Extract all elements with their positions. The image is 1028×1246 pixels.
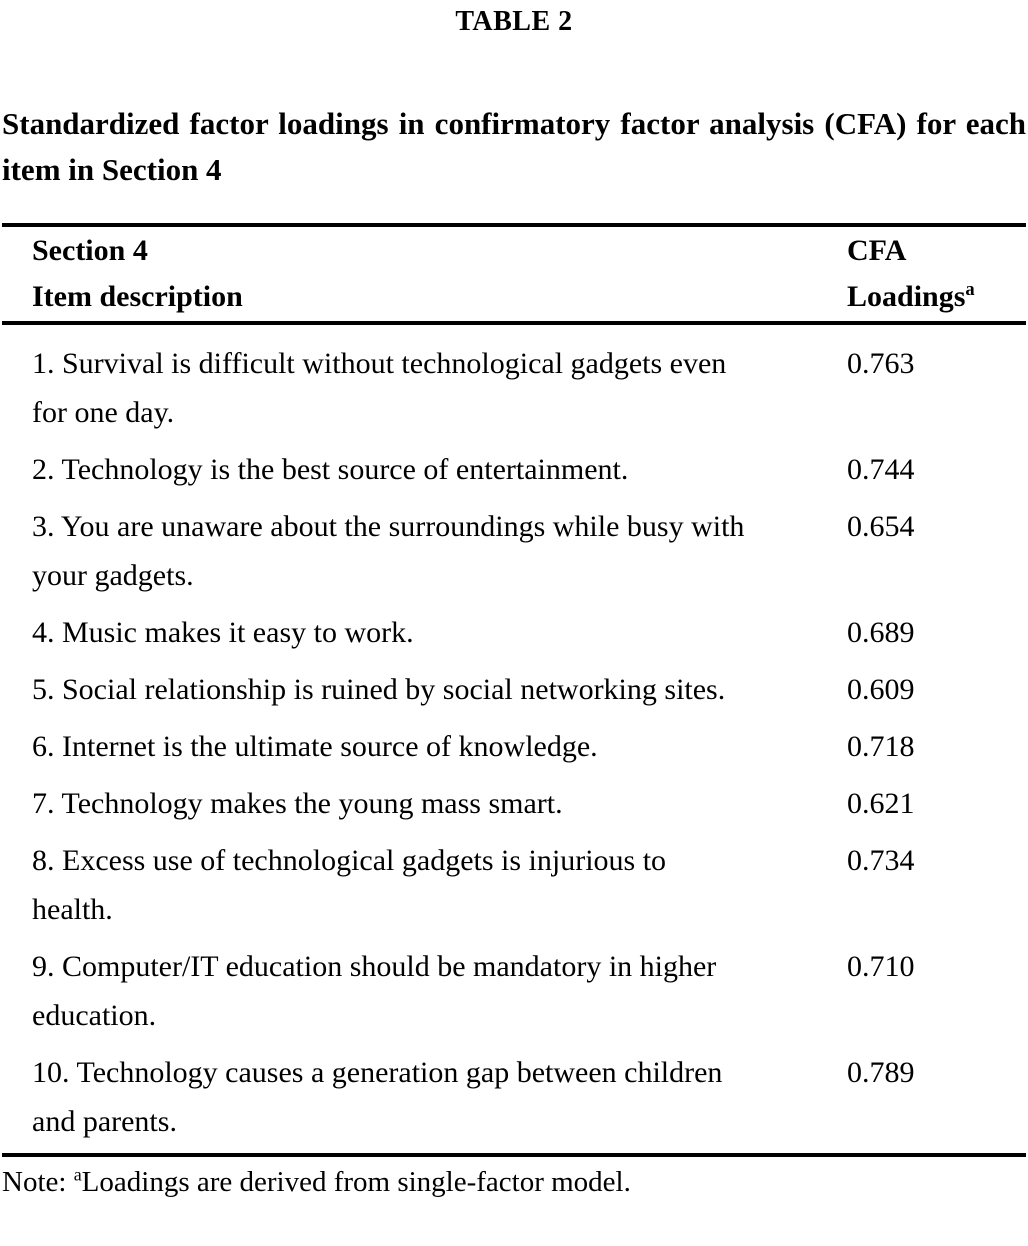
table-body [2,323,1026,1155]
table-row [2,775,1026,832]
item-cell: 9. Computer/IT education should be mandatory in higher education. [32,950,717,1032]
item-cell: 3. You are unaware about the surroundings while busy with your gadgets. [32,510,745,592]
item-header-line1: Section 4 [32,234,148,267]
footnote-label: Note: [2,1166,67,1198]
table-row [2,1044,1026,1155]
table-header-row [2,225,1026,323]
loadings-header-line1: CFA [847,234,907,267]
loading-cell: 0.689 [847,616,915,649]
loadings-column-header [784,225,1026,323]
loadings-header-label: Loadings [847,280,966,313]
loading-cell: 0.621 [847,787,915,820]
table-row [2,441,1026,498]
table-row [2,718,1026,775]
table-row [2,323,1026,441]
page-title: TABLE 2 [455,6,573,37]
loading-cell: 0.654 [847,510,915,543]
item-cell: 4. Music makes it easy to work. [32,616,414,649]
item-header-line2: Item description [32,280,243,313]
item-column-header [2,225,784,323]
table-row [2,938,1026,1044]
table-row [2,498,1026,604]
item-cell: 6. Internet is the ultimate source of knowledge. [32,730,598,763]
loading-cell: 0.710 [847,950,915,983]
footnote-marker: a [73,1164,82,1185]
table-caption: Standardized factor loadings in confirmatory factor analysis (CFA) for each item in Section 4 [2,106,1026,187]
loading-cell: 0.763 [847,347,915,380]
loadings-superscript-marker: a [965,279,975,300]
item-cell: 10. Technology causes a generation gap between children and parents. [32,1056,723,1138]
loading-cell: 0.789 [847,1056,915,1089]
table-row [2,604,1026,661]
table-header [2,225,1026,323]
item-cell: 5. Social relationship is ruined by social networking sites. [32,673,726,706]
loading-cell: 0.744 [847,453,915,486]
item-cell: 1. Survival is difficult without technological gadgets even for one day. [32,347,727,429]
footnote-text: Loadings are derived from single-factor model. [81,1166,631,1198]
factor-loadings-table [2,223,1026,1157]
item-cell: 7. Technology makes the young mass smart. [32,787,563,820]
item-cell: 2. Technology is the best source of entertainment. [32,453,629,486]
item-cell: 8. Excess use of technological gadgets is injurious to health. [32,844,667,926]
loadings-header-line2 [847,274,1026,320]
loading-cell: 0.734 [847,844,915,877]
table-row [2,661,1026,718]
table-footnote [2,1162,1026,1202]
table-row [2,832,1026,938]
loading-cell: 0.718 [847,730,915,763]
loading-cell: 0.609 [847,673,915,706]
